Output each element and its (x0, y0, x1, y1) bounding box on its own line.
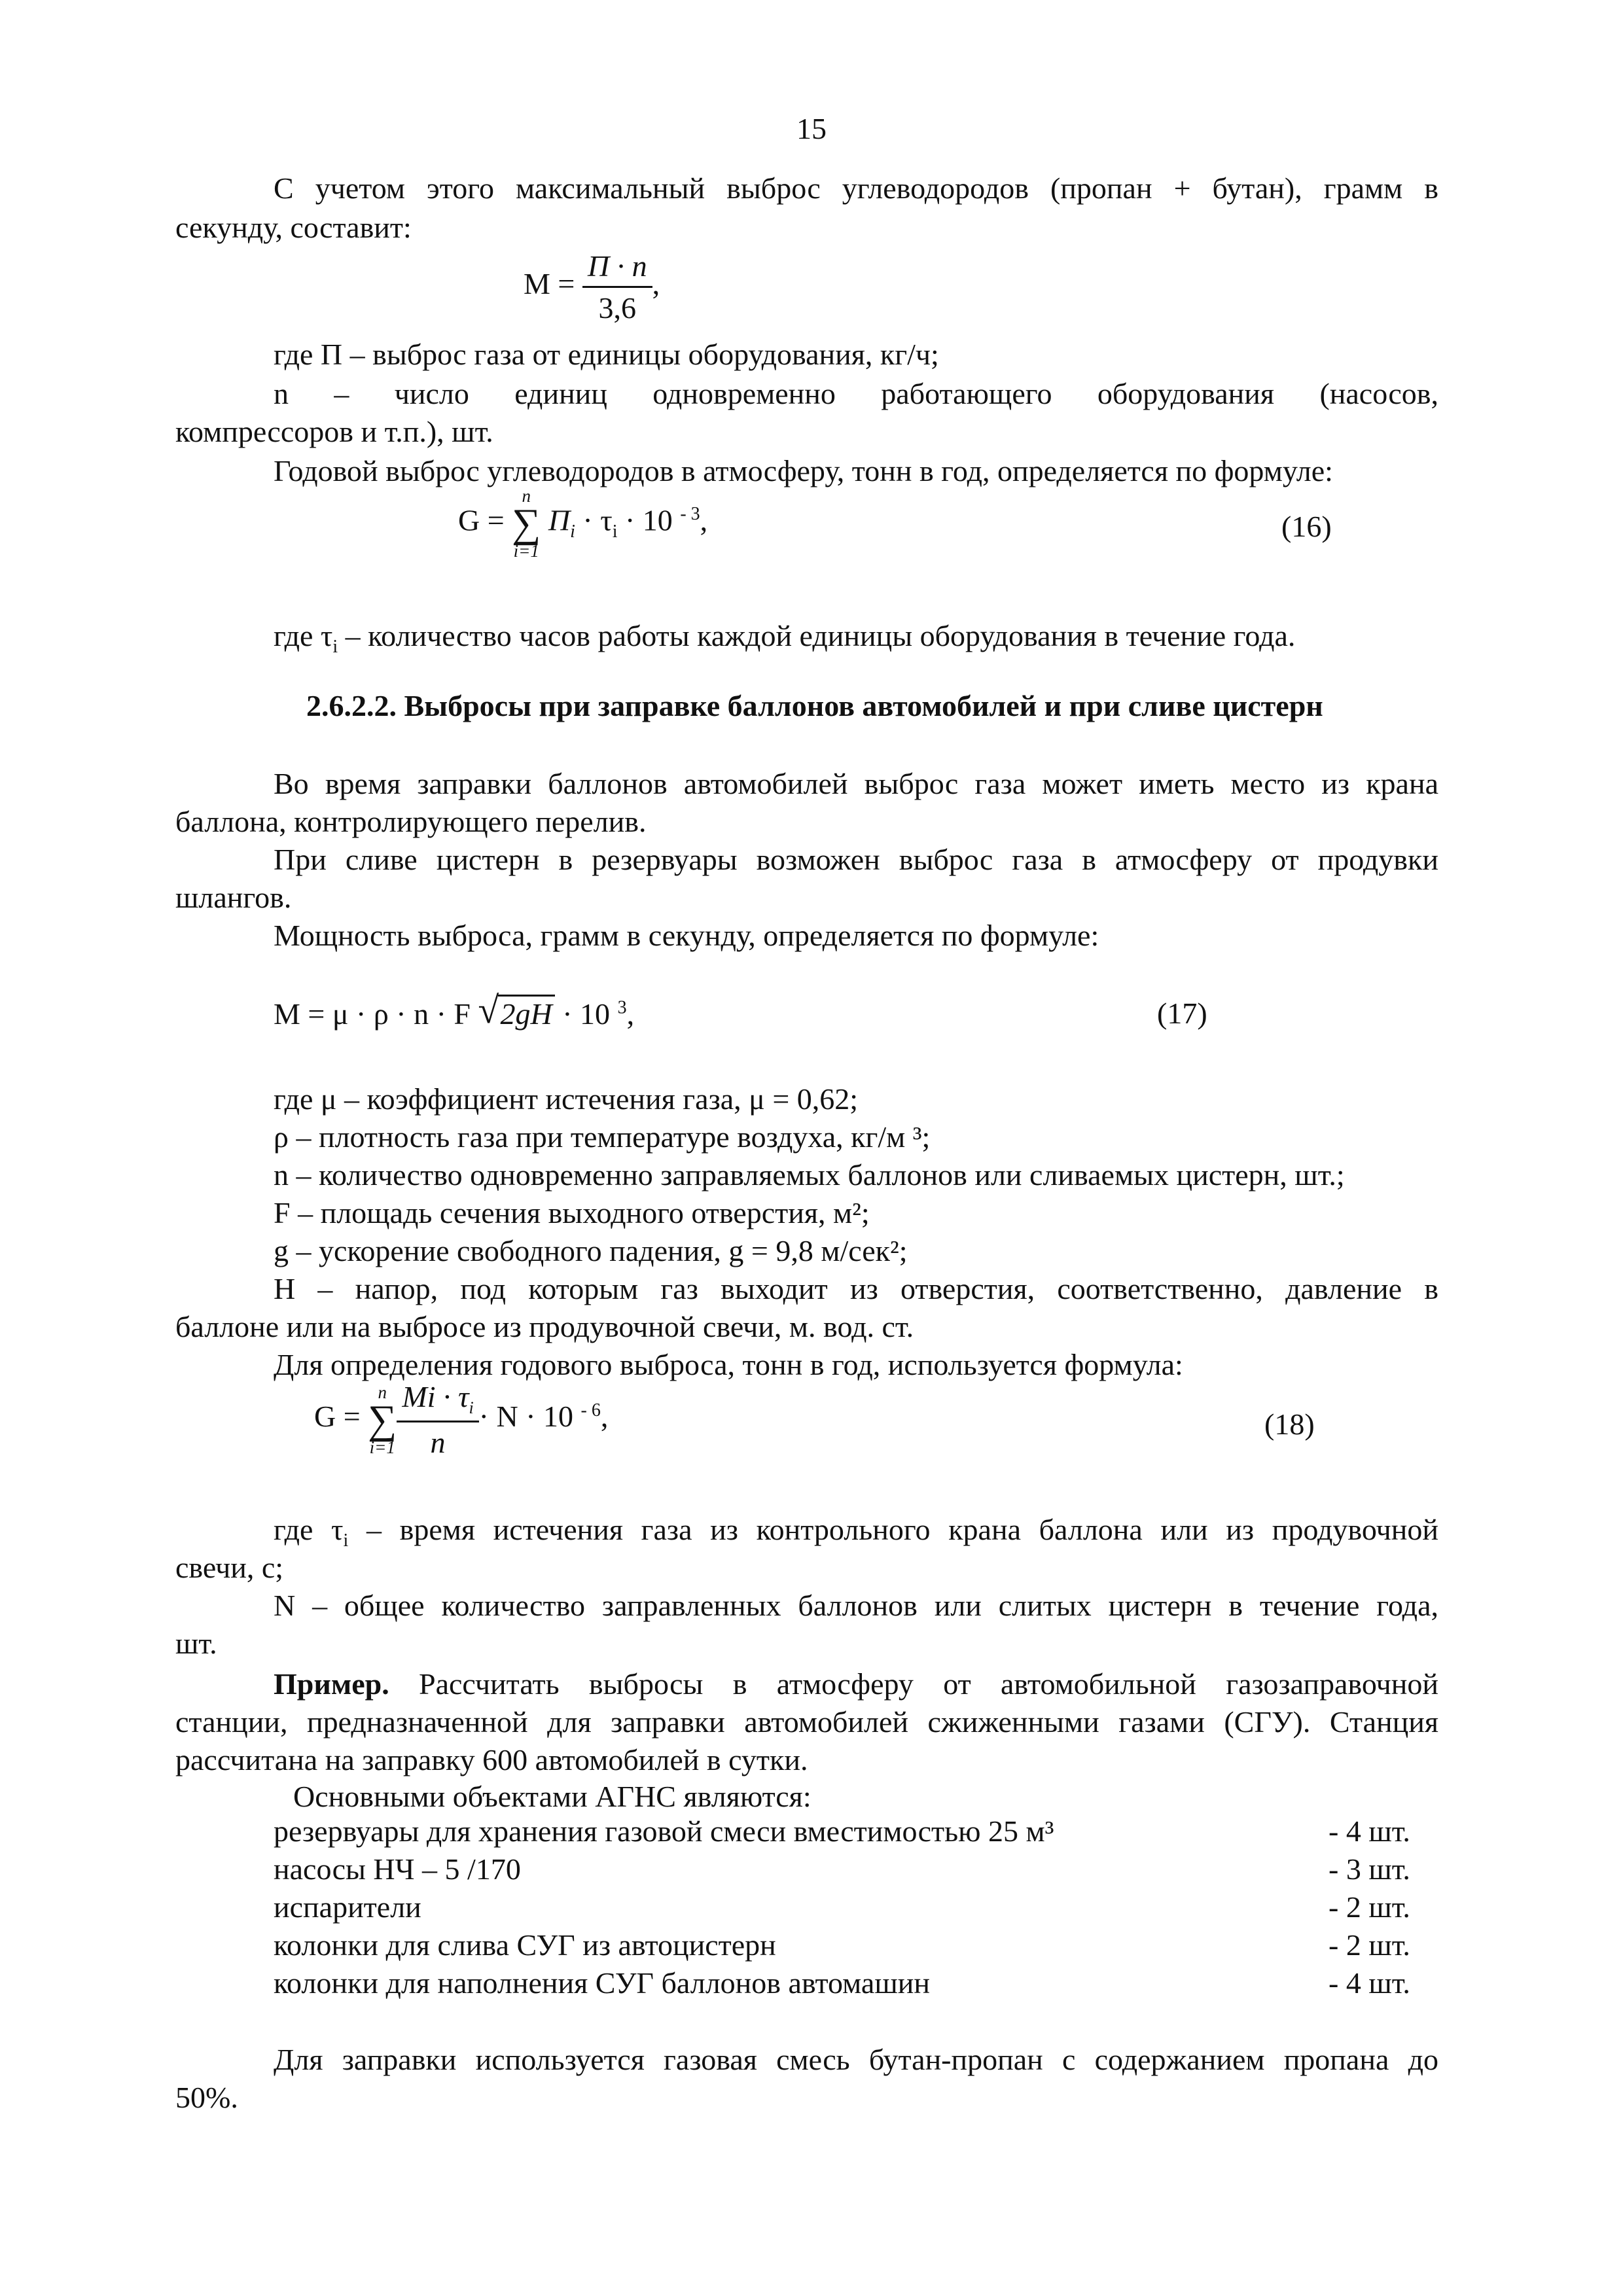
formula-18 (314, 1379, 608, 1460)
paragraph-line: С учетом этого максимальный выброс углеводородов (пропан + бутан), грамм в (274, 171, 1438, 205)
list-item-qty: - 2 шт. (1329, 1928, 1410, 1962)
list-item-name: насосы НЧ – 5 /170 (274, 1852, 521, 1886)
formula-term: , (600, 1400, 609, 1434)
example-text: Рассчитать выбросы в атмосферу от автомобильной газозаправочной (389, 1667, 1438, 1701)
formula-denominator: 3,6 (598, 291, 636, 325)
definition-line: ρ – плотность газа при температуре воздуха, кг/м ³; (274, 1120, 931, 1154)
page-number: 15 (796, 112, 827, 145)
list-item-name: испарители (274, 1890, 421, 1924)
formula-lhs: G = (458, 503, 505, 537)
definition-text: где τ (274, 1513, 344, 1546)
paragraph-line: При сливе цистерн в резервуары возможен выброс газа в атмосферу от продувки (274, 843, 1438, 876)
radicand: 2gH (498, 995, 555, 1031)
paragraph-line: секунду, составит: (175, 211, 412, 244)
sum-lower-limit: i=1 (369, 1437, 395, 1457)
example-line: рассчитана на заправку 600 автомобилей в сутки. (175, 1743, 808, 1776)
definition-line: компрессоров и т.п.), шт. (175, 415, 493, 448)
paragraph-line: баллона, контролирующего перелив. (175, 805, 647, 838)
numerator-text: Mi · τ (402, 1380, 469, 1413)
section-heading: 2.6.2.2. Выбросы при заправке баллонов автомобилей и при сливе цистерн (306, 689, 1323, 722)
sigma-icon: ∑ (368, 1397, 397, 1442)
formula-term: · τ (575, 503, 613, 537)
definition-line: где П – выброс газа от единицы оборудования, кг/ч; (274, 338, 939, 371)
definition-text: где τ (274, 619, 333, 652)
definition-line: N – общее количество заправленных баллонов или слитых цистерн в течение года, (274, 1589, 1438, 1622)
definition-line: g – ускорение свободного падения, g = 9,8 м/сек²; (274, 1234, 908, 1267)
square-root (478, 989, 555, 1031)
definition-line: n – число единиц одновременно работающего оборудования (насосов, (274, 377, 1438, 410)
sum-upper-limit: n (522, 486, 531, 506)
formula-denominator: n (430, 1426, 446, 1460)
formula-tail: , (652, 267, 660, 301)
formula-16 (458, 487, 707, 559)
formula-exponent: - 6 (580, 1400, 601, 1421)
definition-line (274, 1510, 1438, 1561)
definition-text: – количество часов работы каждой единицы оборудования в течение года. (338, 619, 1296, 652)
sum-upper-limit: n (378, 1382, 387, 1402)
paragraph-line: Годовой выброс углеводородов в атмосферу, тонн в год, определяется по формуле: (274, 454, 1333, 487)
formula-lhs: М = μ · ρ · n · F (274, 997, 471, 1031)
list-item-name: колонки для наполнения СУГ баллонов автомашин (274, 1966, 930, 2000)
formula-subscript: i (332, 637, 338, 658)
definition-line: n – количество одновременно заправляемых баллонов или сливаемых цистерн, шт.; (274, 1158, 1345, 1192)
formula-exponent: 3 (617, 997, 627, 1018)
formula-numerator: П · n (582, 249, 652, 288)
list-item-name: резервуары для хранения газовой смеси вместимостью 25 м³ (274, 1814, 1054, 1848)
formula-fraction (582, 249, 652, 325)
sum-lower-limit: i=1 (513, 541, 539, 561)
formula-term: , (700, 503, 708, 537)
formula-m (524, 249, 660, 325)
example-line: станции, предназначенной для заправки автомобилей сжиженными газами (СГУ). Станция (175, 1705, 1438, 1739)
definition-line (274, 616, 1295, 667)
definition-line: Н – напор, под которым газ выходит из отверстия, соответственно, давление в (274, 1272, 1438, 1305)
paragraph-line: Для определения годового выброса, тонн в год, используется формула: (274, 1348, 1183, 1381)
paragraph-line: Во время заправки баллонов автомобилей выброс газа может иметь место из крана (274, 767, 1438, 800)
example-line (274, 1665, 1438, 1704)
formula-subscript: i (612, 521, 618, 542)
paragraph-line: Для заправки используется газовая смесь бутан-пропан с содержанием пропана до (274, 2043, 1438, 2076)
formula-lhs: G = (314, 1400, 361, 1434)
definition-line: шт. (175, 1627, 217, 1660)
list-item-name: колонки для слива СУГ из автоцистерн (274, 1928, 776, 1962)
radical-icon: √ (478, 989, 499, 1031)
formula-term: · N · 10 (478, 1400, 581, 1434)
paragraph-line: 50%. (175, 2081, 238, 2114)
definition-line: где μ – коэффициент истечения газа, μ = 0,62; (274, 1082, 859, 1116)
list-item-qty: - 4 шт. (1329, 1814, 1410, 1848)
formula-fraction (397, 1379, 478, 1460)
paragraph-line: шлангов. (175, 881, 292, 914)
equation-number: (17) (1157, 997, 1207, 1030)
definition-line: баллоне или на выбросе из продувочной свечи, м. вод. ст. (175, 1310, 914, 1343)
equation-number: (18) (1264, 1407, 1315, 1441)
definition-line: свечи, с; (175, 1551, 284, 1584)
definition-line: F – площадь сечения выходного отверстия, м²; (274, 1196, 870, 1229)
formula-term: · 10 (562, 997, 618, 1031)
formula-term: · 10 (617, 503, 681, 537)
equation-number: (16) (1281, 510, 1332, 543)
formula-term: , (626, 997, 635, 1031)
example-label: Пример. (274, 1667, 389, 1701)
list-item-qty: - 4 шт. (1329, 1966, 1410, 2000)
sigma-icon: ∑ (512, 501, 541, 546)
definition-text: – время истечения газа из контрольного крана баллона или из продувочной (348, 1513, 1438, 1546)
paragraph-line: Мощность выброса, грамм в секунду, определяется по формуле: (274, 919, 1099, 952)
formula-lhs: М = (524, 267, 575, 301)
formula-subscript: i (343, 1530, 349, 1551)
sum-sign (368, 1384, 397, 1456)
sum-sign (512, 487, 541, 559)
formula-term: П (548, 503, 571, 537)
list-item-qty: - 3 шт. (1329, 1852, 1410, 1886)
formula-exponent: - 3 (680, 504, 700, 525)
objects-title: Основными объектами АГНС являются: (293, 1780, 812, 1813)
formula-subscript: i (570, 521, 575, 542)
list-item-qty: - 2 шт. (1329, 1890, 1410, 1924)
formula-17 (274, 989, 635, 1031)
formula-subscript: i (469, 1398, 474, 1418)
formula-numerator (397, 1379, 478, 1422)
